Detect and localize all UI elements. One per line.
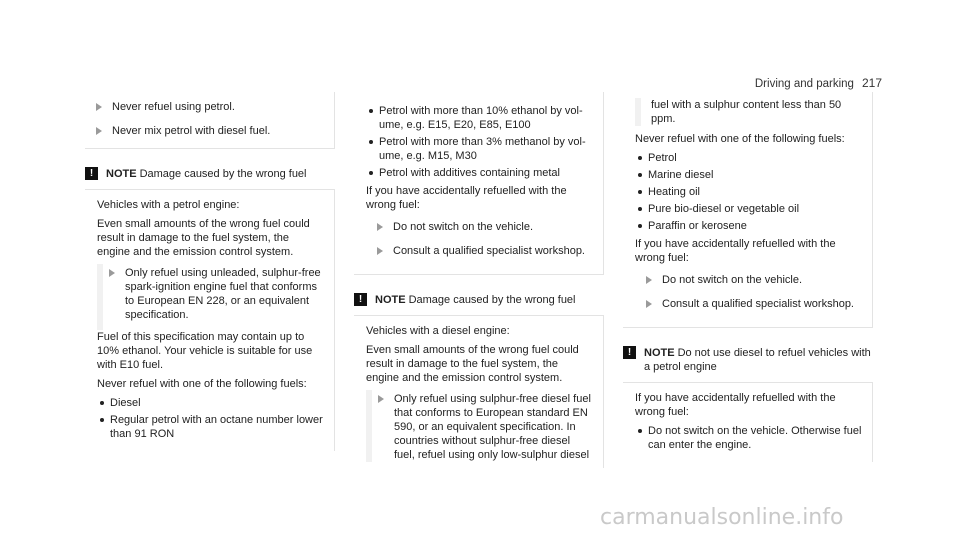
page-header <box>755 76 882 90</box>
list-item: Never mix petrol with diesel fuel. <box>85 122 324 146</box>
paragraph: If you have accidentally refuelled with the wrong fuel: <box>366 185 567 211</box>
fuel-list <box>635 424 862 452</box>
warning-icon: ! <box>623 346 636 359</box>
list-item: Petrol with more than 3% methanol by vol-ume, e.g. M15, M30 <box>366 135 593 163</box>
fuel-list <box>366 104 593 180</box>
paragraph: If you have accidentally refuelled with the wrong fuel: <box>635 238 836 264</box>
list-item: Petrol with additives containing metal <box>366 166 593 180</box>
fuel-warning-box <box>354 92 604 275</box>
list-item: Consult a qualified specialist workshop. <box>635 295 862 319</box>
fuel-warning-box-continued <box>623 92 873 328</box>
list-item: Petrol <box>635 151 862 165</box>
section-title: Driving and parking <box>754 78 854 90</box>
column-2 <box>354 92 604 468</box>
arrow-icon <box>96 103 102 111</box>
note-body <box>623 383 873 462</box>
note-paragraph: Never refuel with one of the following fuels: <box>97 378 307 390</box>
list-item: Do not switch on the vehicle. Otherwise fuel can enter the engine. <box>635 424 862 452</box>
list-item: Marine diesel <box>635 168 862 182</box>
note-title: Damage caused by the wrong fuel <box>408 294 576 306</box>
note-header <box>354 287 604 316</box>
arrow-icon <box>109 269 115 277</box>
note-label: NOTE <box>106 168 137 180</box>
note-intro: Vehicles with a diesel engine: <box>366 325 510 337</box>
note-intro: Vehicles with a petrol engine: <box>97 199 240 211</box>
list-item: Heating oil <box>635 185 862 199</box>
arrow-icon <box>96 127 102 135</box>
list-item: Never refuel using petrol. <box>85 98 324 122</box>
fuel-list <box>635 151 862 233</box>
note-paragraph: Fuel of this specification may contain up to 10% ethanol. Your vehicle is suitable for use with E10 fuel. <box>97 331 313 371</box>
arrow-icon <box>377 247 383 255</box>
warning-icon: ! <box>354 293 367 306</box>
note-paragraph: Even small amounts of the wrong fuel could result in damage to the fuel system, the engine and the emission control system. <box>366 344 579 384</box>
list-item: Do not switch on the vehicle. <box>366 218 593 242</box>
list-item: Only refuel using unleaded, sulphur-free spark-ignition engine fuel that conforms to European EN 228, or an equivalent specification. <box>103 264 324 330</box>
arrow-icon <box>646 276 652 284</box>
note-instruction <box>366 390 593 462</box>
column-3 <box>623 92 873 462</box>
arrow-icon <box>378 395 384 403</box>
paragraph: Never refuel with one of the following fuels: <box>635 133 845 145</box>
note-paragraph: If you have accidentally refuelled with the wrong fuel: <box>635 392 836 418</box>
list-item: Pure bio-diesel or vegetable oil <box>635 202 862 216</box>
arrow-icon <box>377 223 383 231</box>
note-body <box>85 190 335 451</box>
list-item: Diesel <box>97 396 324 410</box>
arrow-icon <box>646 300 652 308</box>
note-instruction <box>97 264 324 330</box>
note-header <box>623 340 873 383</box>
warning-icon: ! <box>85 167 98 180</box>
list-item: Consult a qualified specialist workshop. <box>366 242 593 266</box>
list-item: Only refuel using sulphur-free diesel fuel that conforms to European standard EN 590, or an equivalent specification. In countries without sulphur-free diesel fuel, refuel using only low-sulphur diesel <box>372 390 593 462</box>
continued-instruction: fuel with a sulphur content less than 50 ppm. <box>635 98 862 126</box>
page-number: 217 <box>861 76 882 90</box>
list-item: Do not switch on the vehicle. <box>635 271 862 295</box>
note-label: NOTE <box>644 347 675 359</box>
refuel-instructions-box <box>85 92 335 149</box>
note-title: Damage caused by the wrong fuel <box>139 168 307 180</box>
list-item: Petrol with more than 10% ethanol by vol-ume, e.g. E15, E20, E85, E100 <box>366 104 593 132</box>
watermark: carmanualsonline.info <box>600 505 844 530</box>
note-title: Do not use diesel to refuel vehicles with a petrol engine <box>644 347 871 373</box>
column-1 <box>85 92 335 451</box>
note-paragraph: Even small amounts of the wrong fuel could result in damage to the fuel system, the engine and the emission control system. <box>97 218 310 258</box>
note-label: NOTE <box>375 294 406 306</box>
fuel-list <box>97 396 324 441</box>
list-item: Regular petrol with an octane number lower than 91 RON <box>97 413 324 441</box>
note-body <box>354 316 604 468</box>
note-header <box>85 161 335 190</box>
list-item: Paraffin or kerosene <box>635 219 862 233</box>
